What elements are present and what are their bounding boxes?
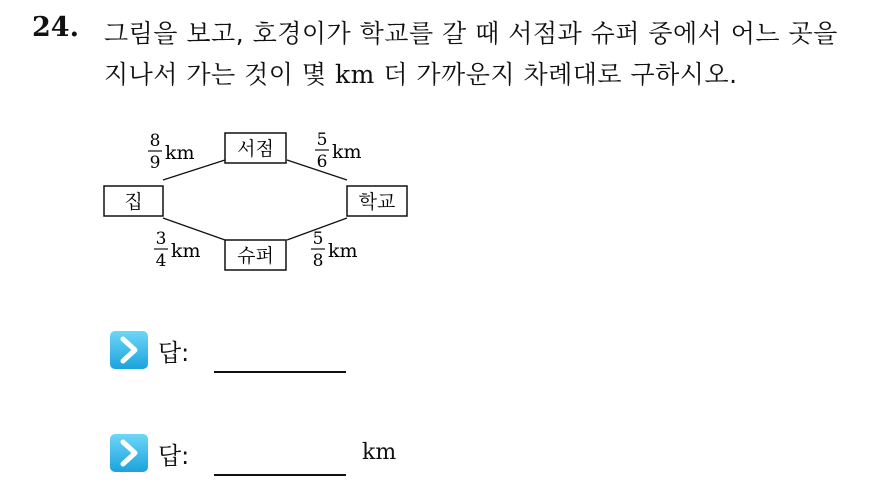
distance-supermarket-school-denominator: 8 [312,251,324,271]
distance-bookstore-school-unit: km [332,141,362,163]
chevron-right-icon [110,434,148,472]
distance-home-supermarket-unit: km [171,240,201,262]
node-supermarket-label: 슈퍼 [237,245,274,267]
distance-supermarket-school [311,229,358,271]
node-school-label: 학교 [358,191,396,213]
question-text-before-unit: 지나서 가는 것이 몇 [104,60,327,89]
distance-home-bookstore-denominator: 9 [149,153,161,173]
distance-home-supermarket-denominator: 4 [155,251,167,271]
question-text-after-unit: 더 가까운지 차례대로 구하시오. [383,60,738,89]
route-diagram [95,120,425,280]
distance-home-supermarket [154,229,201,271]
question-number: 24. [32,12,79,43]
distance-supermarket-school-unit: km [328,240,358,262]
answer-blank-1[interactable] [214,371,346,373]
distance-bookstore-school-denominator: 6 [316,152,328,172]
distance-bookstore-school-numerator: 5 [316,130,328,150]
distance-home-supermarket-numerator: 3 [155,229,167,249]
distance-home-bookstore [148,131,195,173]
node-bookstore-label: 서점 [237,138,274,160]
question-text-line1: 그림을 보고, 호경이가 학교를 갈 때 서점과 슈퍼 중에서 어느 곳을 [104,19,838,48]
chevron-right-icon [110,331,148,369]
question-text-line2 [104,55,738,91]
question-text-unit: km [335,60,375,89]
answer-label: 답: [158,442,190,470]
distance-bookstore-school [315,130,362,172]
answer-unit: km [362,440,397,465]
route-line-home-supermarket [163,218,225,240]
distance-supermarket-school-numerator: 5 [312,229,324,249]
distance-home-bookstore-numerator: 8 [149,131,161,151]
distance-home-bookstore-unit: km [165,142,195,164]
answer-blank-2[interactable] [214,474,346,476]
answer-label: 답: [158,339,190,367]
node-home-label: 집 [124,191,143,213]
